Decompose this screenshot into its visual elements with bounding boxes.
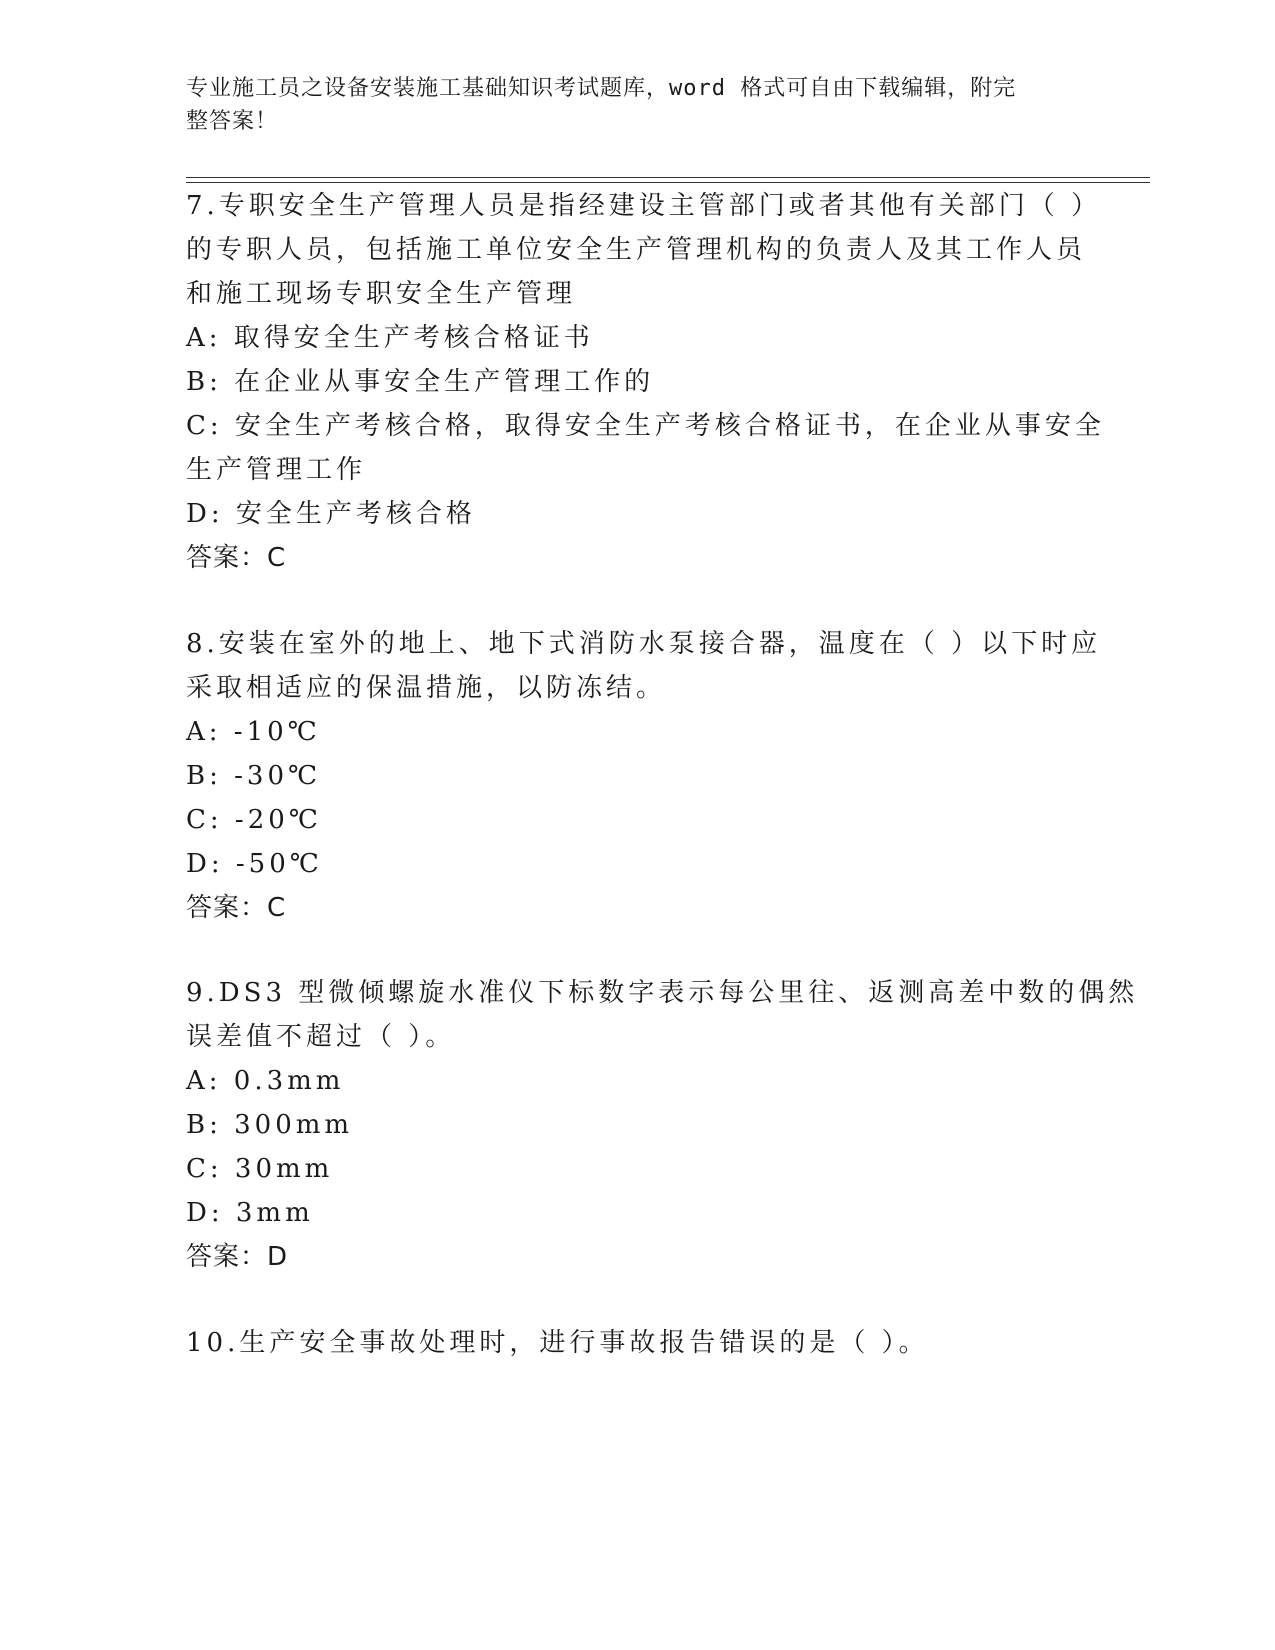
document-header	[186, 72, 1066, 138]
question-9-option-c: C: 30mm	[186, 1154, 334, 1184]
question-8-stem-line-1: 8.安装在室外的地上、地下式消防水泵接合器，温度在（ ）以下时应	[186, 629, 1102, 659]
question-9-option-d: D: 3mm	[186, 1198, 314, 1228]
question-7-option-d: D: 安全生产考核合格	[186, 499, 476, 529]
question-8-stem-line-2: 采取相适应的保温措施，以防冻结。	[186, 673, 667, 703]
header-divider-top	[186, 177, 1150, 178]
question-7-option-a: A: 取得安全生产考核合格证书	[186, 323, 594, 353]
question-9-stem-line-2: 误差值不超过（ ）。	[186, 1022, 456, 1052]
question-7-option-b: B: 在企业从事安全生产管理工作的	[186, 367, 655, 397]
question-9-option-a: A: 0.3mm	[186, 1066, 345, 1096]
header-line-1: 专业施工员之设备安装施工基础知识考试题库，word 格式可自由下载编辑，附完	[186, 76, 1017, 101]
header-line-2: 整答案！	[186, 109, 279, 134]
question-7-stem-line-2: 的专职人员，包括施工单位安全生产管理机构的负责人及其工作人员	[186, 235, 1087, 265]
question-10-stem-line-1: 10.生产安全事故处理时，进行事故报告错误的是（ ）。	[186, 1328, 929, 1358]
question-7-answer: 答案：C	[186, 543, 287, 573]
question-9-stem-line-1: 9.DS3 型微倾螺旋水准仪下标数字表示每公里往、返测高差中数的偶然	[186, 978, 1139, 1008]
question-7-stem-line-3: 和施工现场专职安全生产管理	[186, 279, 577, 309]
question-7-option-c-continued: 生产管理工作	[186, 455, 367, 485]
question-9-option-b: B: 300mm	[186, 1110, 354, 1140]
question-9-answer: 答案：D	[186, 1242, 289, 1272]
question-8-option-c: C: -20℃	[186, 805, 322, 835]
question-8-option-b: B: -30℃	[186, 761, 322, 791]
question-8-option-a: A: -10℃	[186, 717, 321, 747]
question-8-option-d: D: -50℃	[186, 849, 323, 879]
question-7-stem-line-1: 7.专职安全生产管理人员是指经建设主管部门或者其他有关部门（ ）	[186, 191, 1102, 221]
header-divider-bottom	[186, 182, 1150, 183]
question-8-answer: 答案：C	[186, 893, 287, 923]
question-7-option-c: C: 安全生产考核合格，取得安全生产考核合格证书，在企业从事安全	[186, 411, 1105, 441]
